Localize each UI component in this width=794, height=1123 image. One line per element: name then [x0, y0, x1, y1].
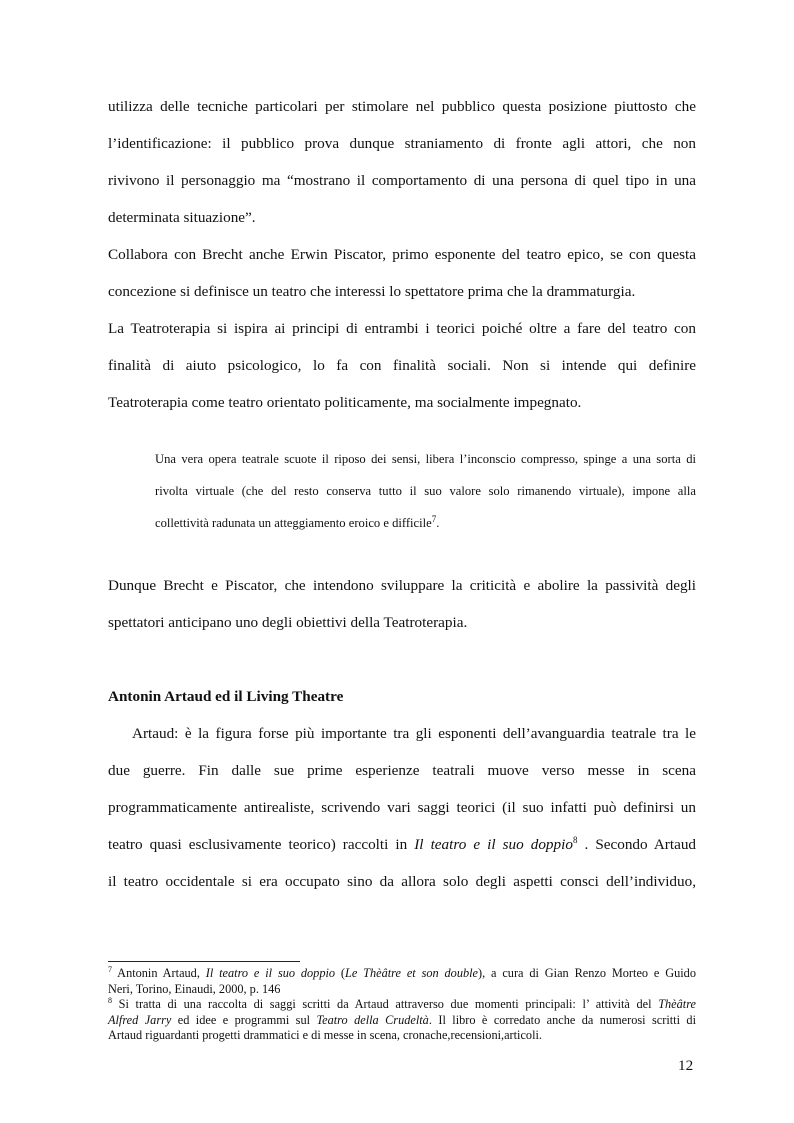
text-line: programmaticamente antirealiste, scrivendo vari saggi teorici (il suo infatti può definirsi un: [108, 799, 696, 816]
page-number: 12: [678, 1057, 694, 1074]
paragraph-2: [108, 236, 696, 310]
paragraph-5: [108, 715, 696, 900]
text-line: spettatori anticipano uno degli obiettivi della Teatroterapia.: [108, 614, 468, 631]
section-heading: Antonin Artaud ed il Living Theatre: [108, 688, 344, 705]
text-line: Collabora con Brecht anche Erwin Piscator, primo esponente del teatro epico, se con questa: [108, 246, 696, 263]
text-run: . Secondo Artaud: [577, 836, 697, 853]
text-line: il teatro occidentale si era occupato sino da allora solo degli aspetti consci dell’individuo,: [108, 873, 696, 890]
footnote-title: Alfred Jarry: [108, 1012, 172, 1027]
quote-line: Una vera opera teatrale scuote il riposo dei sensi, libera l’inconscio compresso, spinge a una sorta di: [155, 452, 696, 466]
footnote-number: 8: [108, 996, 112, 1006]
text-line: rivivono il personaggio ma “mostrano il comportamento di una persona di quel tipo in una: [108, 172, 696, 189]
footnote-8: [108, 997, 696, 1013]
footnote-ref-8[interactable]: 8: [572, 834, 578, 845]
footnote-8-line2: [108, 1013, 696, 1029]
block-quote: [155, 443, 696, 539]
text-line: finalità di aiuto psicologico, lo fa con finalità sociali. Non si intende qui definire: [108, 357, 696, 374]
footnotes: [108, 966, 696, 1044]
text-line: determinata situazione”.: [108, 209, 256, 226]
footnote-title: Il teatro e il suo doppio: [205, 966, 336, 980]
quote-text: collettività radunata un atteggiamento eroico e difficile: [155, 516, 432, 530]
quote-end: .: [436, 516, 440, 530]
text-line: Artaud: è la figura forse più importante tra gli esponenti dell’avanguardia teatrale tra le: [132, 725, 696, 742]
footnote-text: . Il libro è corredato anche da numerosi scritti di: [428, 1012, 696, 1027]
footnote-text: Si tratta di una raccolta di saggi scritti da Artaud attraverso due momenti principali: l’ attività del: [112, 997, 659, 1012]
text-line: l’identificazione: il pubblico prova dunque straniamento di fronte agli attori, che non: [108, 135, 696, 152]
footnote-original-title: Le Thèâtre et son double: [345, 966, 478, 980]
paragraph-3: [108, 310, 696, 421]
text-line: due guerre. Fin dalle sue prime esperienze teatrali muove verso messe in scena: [108, 762, 696, 779]
quote-line: [155, 507, 696, 539]
text-run: teatro quasi esclusivamente teorico) raccolti in: [108, 836, 415, 853]
text-line: concezione si definisce un teatro che interessi lo spettatore prima che la drammaturgia.: [108, 283, 636, 300]
text-line: [108, 826, 696, 863]
footnote-title: Thèâtre: [658, 997, 696, 1012]
text-line: Teatroterapia come teatro orientato politicamente, ma socialmente impegnato.: [108, 394, 582, 411]
paragraph-1: [108, 88, 696, 236]
footnote-ref-7[interactable]: 7: [431, 513, 437, 524]
paragraph-4: [108, 567, 696, 641]
quote-line: rivolta virtuale (che del resto conserva tutto il suo valore solo rimanendo virtuale), impone alla: [155, 484, 696, 498]
footnote-text: (: [335, 966, 346, 980]
footnote-text: ), a cura di Gian Renzo Morteo e Guido: [478, 966, 696, 980]
book-title: Il teatro e il suo doppio: [414, 836, 573, 853]
text-line: La Teatroterapia si ispira ai principi di entrambi i teorici poiché oltre a fare del teatro con: [108, 320, 696, 337]
footnote-7-line2: Neri, Torino, Einaudi, 2000, p. 146: [108, 981, 281, 996]
footnote-7: [108, 966, 696, 982]
footnote-number: 7: [108, 964, 112, 974]
footnote-text: ed idee e programmi sul: [171, 1012, 317, 1027]
page-body: [108, 88, 696, 900]
footnote-separator: [108, 961, 300, 962]
text-line: Dunque Brecht e Piscator, che intendono sviluppare la criticità e abolire la passività degli: [108, 577, 696, 594]
footnote-8-line3: Artaud riguardanti progetti drammatici e di messe in scena, cronache,recensioni,articoli.: [108, 1028, 542, 1043]
footnote-text: Antonin Artaud,: [112, 966, 206, 980]
text-line: utilizza delle tecniche particolari per stimolare nel pubblico questa posizione piuttosto che: [108, 98, 696, 115]
footnote-title: Teatro della Crudeltà: [316, 1012, 429, 1027]
